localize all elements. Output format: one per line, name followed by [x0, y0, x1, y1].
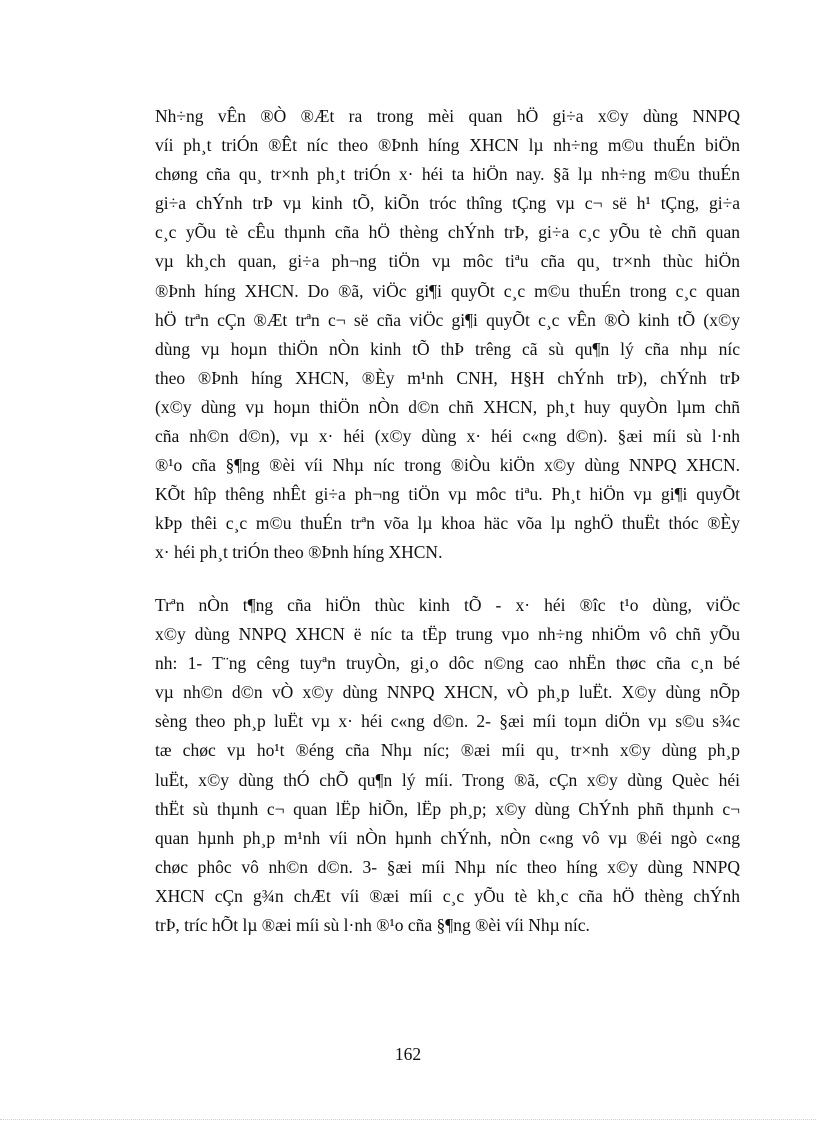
paragraph-line: víi ph¸t triÓn ®Êt níc theo ®Þnh híng XHCN lµ nh÷ng m©u thuÉn biÖn [155, 135, 740, 156]
paragraph-line: Nh÷ng vÊn ®Ò ®Æt ra trong mèi quan hÖ gi÷a x©y dùng NNPQ [155, 106, 740, 126]
paragraph-line: trÞ, tríc hÕt lµ ®æi míi sù l·nh ®¹o cña §¶ng ®èi víi Nhµ níc. [155, 915, 590, 936]
paragraph-line: luËt, x©y dùng thÓ chÕ qu¶n lý míi. Trong ®ã, cÇn x©y dùng Quèc héi [155, 769, 740, 790]
paragraph-line: c¸c yÕu tè cÊu thµnh cña hÖ thèng chÝnh trÞ, gi÷a c¸c yÕu tè chñ quan [155, 222, 740, 243]
paragraph-line: dùng vµ hoµn thiÖn nÒn kinh tÕ thÞ trêng cã sù qu¶n lý cña nhµ níc [155, 338, 740, 359]
paragraph-line: chøc phôc vô nh©n d©n. 3- §æi míi Nhµ níc theo híng x©y dùng NNPQ [155, 856, 740, 877]
paragraph-line: x©y dùng NNPQ XHCN ë níc ta tËp trung vµo nh÷ng nhiÖm vô chñ yÕu [155, 624, 740, 645]
page-number: 162 [394, 1044, 422, 1064]
paragraph-1 [155, 102, 740, 568]
paragraph-line: tæ chøc vµ ho¹t ®éng cña Nhµ níc; ®æi míi qu¸ tr×nh x©y dùng ph¸p [155, 740, 740, 761]
paragraph-line: theo ®Þnh híng XHCN, ®Èy m¹nh CNH, H§H chÝnh trÞ), chÝnh trÞ [155, 367, 740, 388]
paragraph-line: thËt sù thµnh c¬ quan lËp hiÕn, lËp ph¸p; x©y dùng ChÝnh phñ thµnh c¬ [155, 798, 740, 819]
paragraph-line: ®¹o cña §¶ng ®èi víi Nhµ níc trong ®iÒu kiÖn x©y dùng NNPQ XHCN. [155, 455, 740, 476]
paragraph-line: XHCN cÇn g¾n chÆt víi ®æi míi c¸c yÕu tè kh¸c cña hÖ thèng chÝnh [155, 885, 740, 906]
paragraph-2 [155, 591, 740, 940]
paragraph-line: vµ kh¸ch quan, gi÷a ph¬ng tiÖn vµ môc tiªu cña qu¸ tr×nh thùc hiÖn [155, 251, 740, 272]
paragraph-line: nh: 1- T¨ng cêng tuyªn truyÒn, gi¸o dôc n©ng cao nhËn thøc cña c¸n bé [155, 653, 740, 674]
paragraph-line: cña nh©n d©n), vµ x· héi (x©y dùng x· héi c«ng d©n). §æi míi sù l·nh [155, 426, 740, 447]
paragraph-line: x· héi ph¸t triÓn theo ®Þnh híng XHCN. [155, 542, 443, 563]
paragraph-line: ®Þnh híng XHCN. Do ®ã, viÖc gi¶i quyÕt c¸c m©u thuÉn trong c¸c quan [155, 280, 740, 301]
paragraph-line: vµ nh©n d©n vÒ x©y dùng NNPQ XHCN, vÒ ph¸p luËt. X©y dùng nÕp [155, 682, 740, 703]
paragraph-line: KÕt hîp thêng nhÊt gi÷a ph¬ng tiÖn vµ môc tiªu. Ph¸t hiÖn vµ gi¶i quyÕt [155, 484, 740, 505]
paragraph-line: gi÷a chÝnh trÞ vµ kinh tÕ, kiÕn tróc thîng tÇng vµ c¬ së h¹ tÇng, gi÷a [155, 193, 740, 214]
paragraph-line: Trªn nÒn t¶ng cña hiÖn thùc kinh tÕ - x· héi ®îc t¹o dùng, viÖc [155, 595, 740, 615]
paragraph-line: quan hµnh ph¸p m¹nh víi nÒn hµnh chÝnh, nÒn c«ng vô vµ ®éi ngò c«ng [155, 827, 740, 848]
page-bottom-divider [0, 1119, 816, 1120]
paragraph-line: sèng theo ph¸p luËt vµ x· héi c«ng d©n. 2- §æi míi toµn diÖn vµ s©u s¾c [155, 711, 740, 732]
paragraph-line: (x©y dùng vµ hoµn thiÖn nÒn d©n chñ XHCN, ph¸t huy quyÒn lµm chñ [155, 396, 740, 417]
paragraph-line: chøng cña qu¸ tr×nh ph¸t triÓn x· héi ta hiÖn nay. §ã lµ nh÷ng m©u thuÉn [155, 164, 740, 185]
paragraph-line: kÞp thêi c¸c m©u thuÉn trªn võa lµ khoa häc võa lµ nghÖ thuËt thóc ®Èy [155, 513, 740, 534]
paragraph-line: hÖ trªn cÇn ®Æt trªn c¬ së cña viÖc gi¶i quyÕt c¸c vÊn ®Ò kinh tÕ (x©y [155, 309, 740, 330]
